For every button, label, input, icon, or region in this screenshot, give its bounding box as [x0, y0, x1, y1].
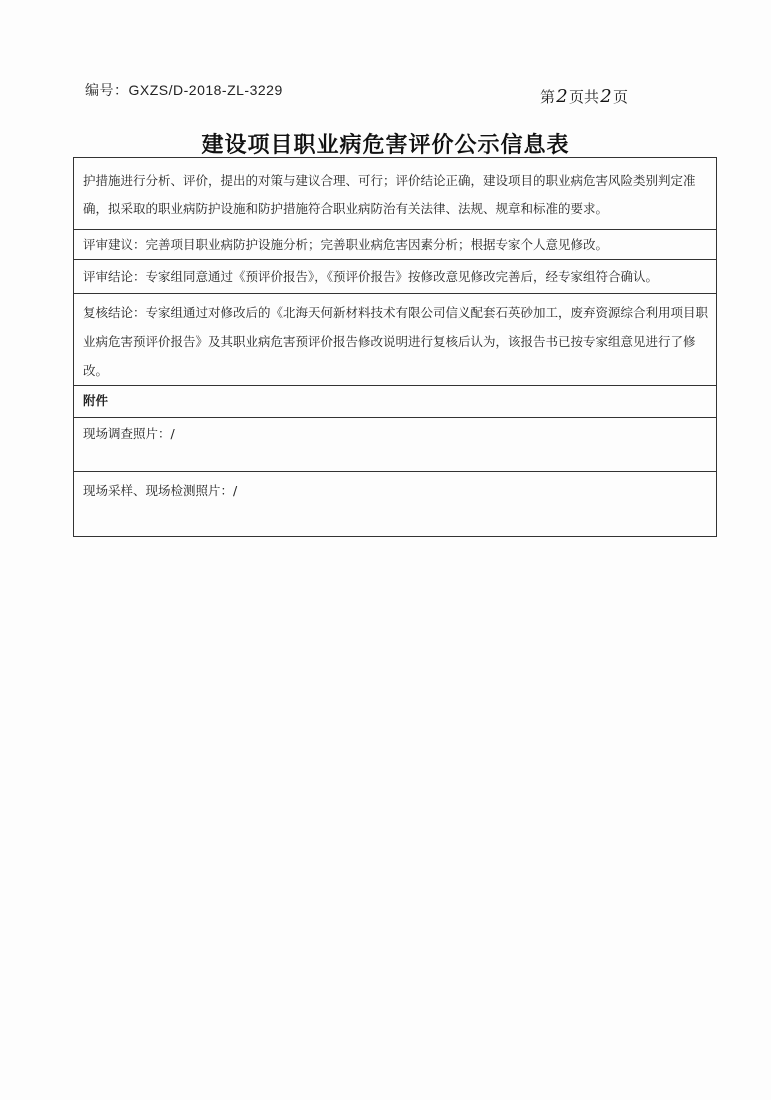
page-count [540, 86, 628, 107]
page-prefix: 第 [540, 88, 556, 106]
page-middle: 页共 [569, 88, 600, 106]
sampling-photos-row: 现场采样、现场检测照片：/ [83, 483, 238, 498]
page-current-handwritten: 2 [556, 86, 568, 107]
page-total-handwritten: 2 [600, 86, 612, 107]
info-table [73, 157, 717, 537]
page-suffix: 页 [613, 88, 629, 106]
review-suggestion-row: 评审建议：完善项目职业病防护设施分析；完善职业病危害因素分析；根据专家个人意见修改。 [74, 230, 716, 260]
form-title: 建设项目职业病危害评价公示信息表 [201, 133, 570, 158]
document-number: 编号：GXZS/D-2018-ZL-3229 [85, 82, 283, 98]
recheck-conclusion-row: 复核结论：专家组通过对修改后的《北海天何新材料技术有限公司信义配套石英砂加工，废弃资源综合利用项目职业病危害预评价报告》及其职业病危害预评价报告修改说明进行复核后认为，该报告书已按专家组意见进行了修改。 [74, 294, 716, 386]
attachment-heading-row: 附件 [74, 386, 716, 418]
review-conclusion-row: 评审结论：专家组同意通过《预评价报告》，《预评价报告》按修改意见修改完善后，经专家组符合确认。 [74, 260, 716, 294]
assessment-text-row: 护措施进行分析、评价，提出的对策与建议合理、可行；评价结论正确，建设项目的职业病危害风险类别判定准确，拟采取的职业病防护设施和防护措施符合职业病防治有关法律、法规、规章和标准的要求。 [74, 158, 716, 230]
survey-photos-row: 现场调查照片：/ [74, 418, 716, 472]
